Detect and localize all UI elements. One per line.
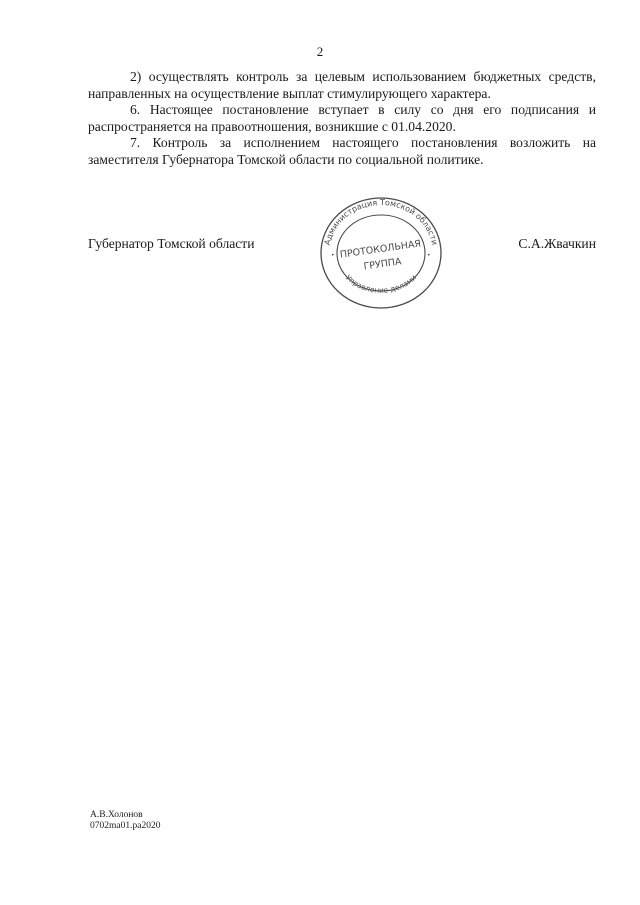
footer-executor-info <box>90 810 160 832</box>
signatory-name: С.А.Жвачкин <box>518 236 596 251</box>
stamp-seal-icon <box>316 195 446 311</box>
paragraph-item-7: 7. Контроль за исполнением настоящего постановления возложить на заместителя Губернатора Томской области по социальной политике. <box>88 135 596 167</box>
stamp-star-right-icon: • <box>427 252 431 259</box>
document-body <box>88 69 596 168</box>
executor-name: А.В.Холонов <box>90 810 143 820</box>
document-code: 0702ma01.pa2020 <box>90 821 161 831</box>
stamp-center-line-1: ПРОТОКОЛЬНАЯ <box>339 238 422 261</box>
page-number: 2 <box>316 44 324 59</box>
stamp-center-line-2: ГРУППА <box>362 256 403 273</box>
stamp-bottom-text: Управление делами <box>343 272 419 295</box>
stamp-star-left-icon: • <box>331 252 335 259</box>
paragraph-item-2: 2) осуществлять контроль за целевым использованием бюджетных средств, направленных на осуществление выплат стимулирующего характера. <box>88 69 596 101</box>
paragraph-item-6: 6. Настоящее постановление вступает в силу со дня его подписания и распространяется на правоотношения, возникшие с 01.04.2020. <box>88 102 596 134</box>
signatory-position: Губернатор Томской области <box>88 236 255 251</box>
stamp-outer-text: Администрация Томской области <box>322 197 440 246</box>
official-stamp <box>316 195 446 311</box>
